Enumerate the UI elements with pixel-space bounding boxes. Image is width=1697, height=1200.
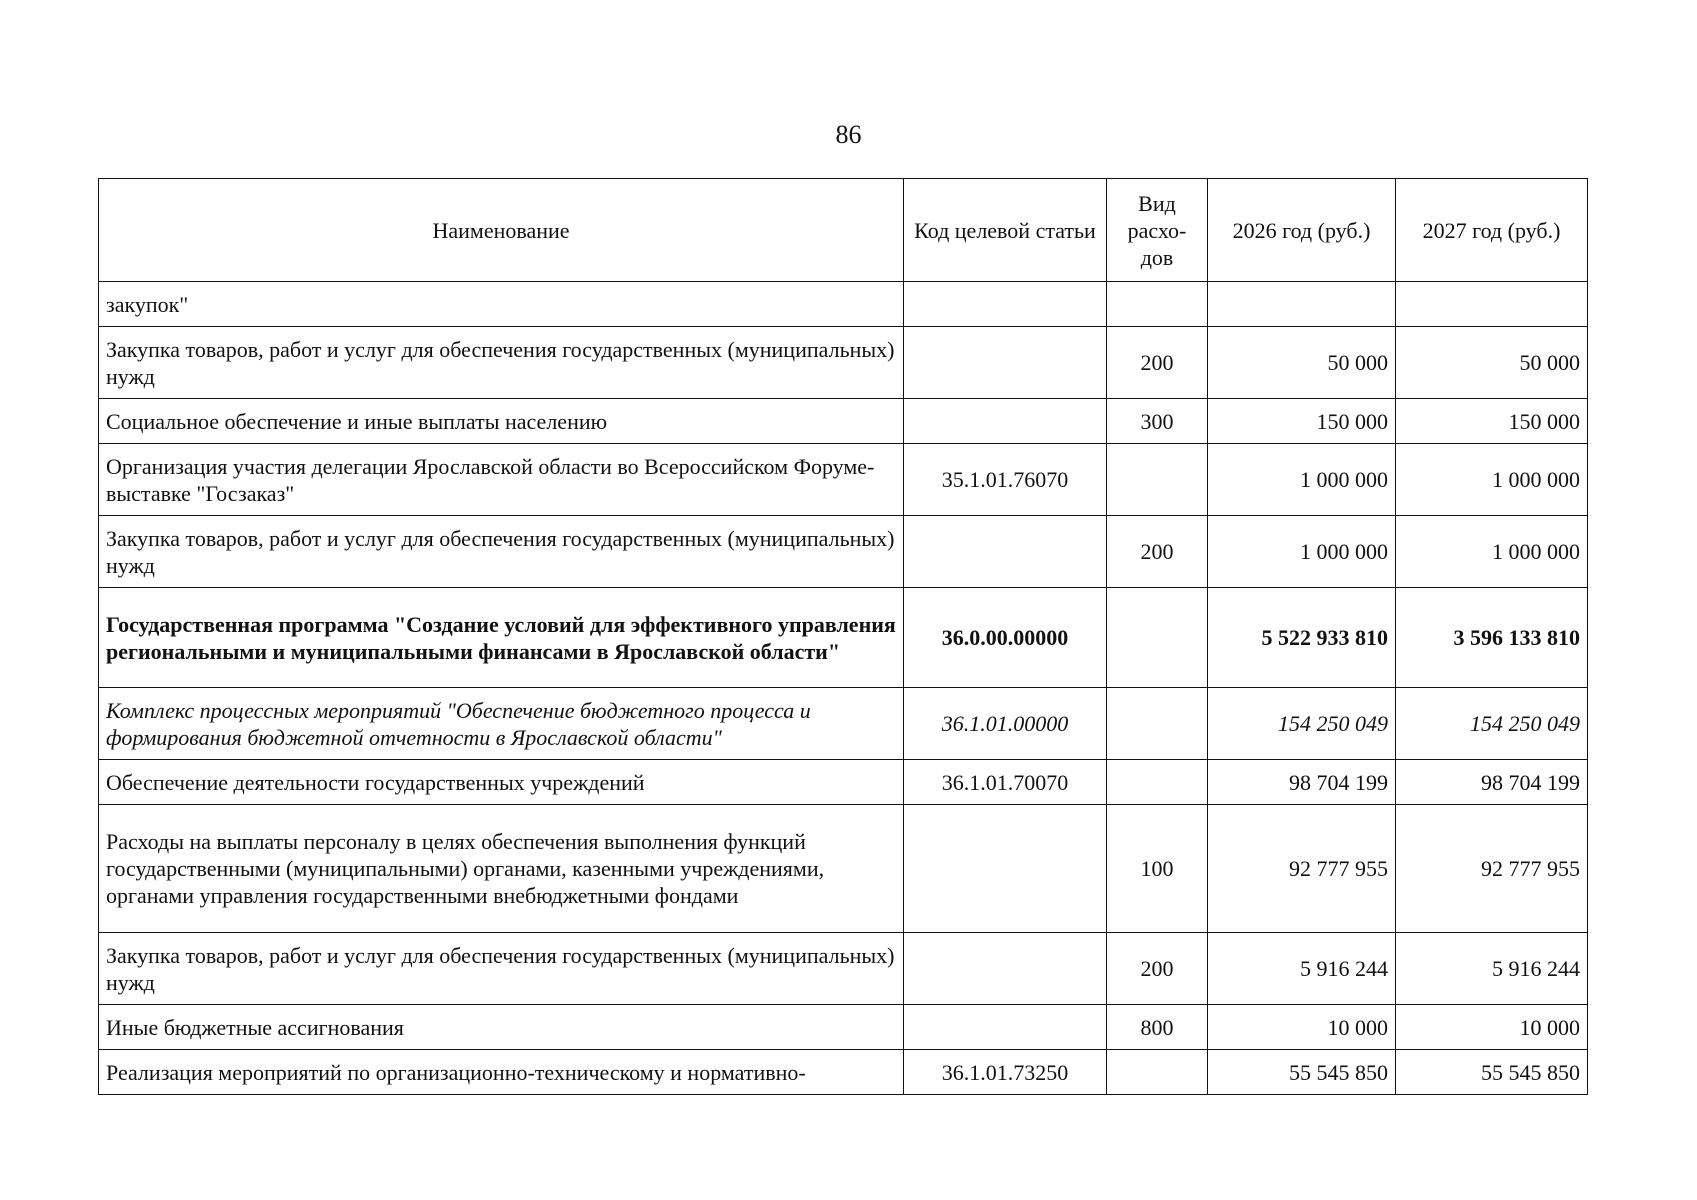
cell-kind: 300 [1107,399,1208,444]
cell-2027: 10 000 [1396,1005,1588,1050]
cell-code: 36.1.01.70070 [904,760,1107,805]
cell-code: 36.1.01.00000 [904,688,1107,760]
cell-code [904,516,1107,588]
table-row [99,805,1588,933]
table-row [99,1005,1588,1050]
table-row [99,760,1588,805]
table-row [99,516,1588,588]
cell-2027: 55 545 850 [1396,1050,1588,1095]
header-kind: Вид расхо-дов [1107,179,1208,282]
cell-kind: 200 [1107,933,1208,1005]
table-row [99,399,1588,444]
table-row [99,327,1588,399]
cell-2026 [1208,282,1396,327]
cell-name: Закупка товаров, работ и услуг для обеспечения государственных (муниципальных) нужд [99,327,904,399]
cell-code: 36.1.01.73250 [904,1050,1107,1095]
cell-name: Организация участия делегации Ярославской области во Всероссийском Форуме-выставке "Госзаказ" [99,444,904,516]
cell-code [904,933,1107,1005]
cell-name: Закупка товаров, работ и услуг для обеспечения государственных (муниципальных) нужд [99,516,904,588]
cell-kind [1107,444,1208,516]
budget-table [98,178,1588,1095]
cell-code: 36.0.00.00000 [904,588,1107,688]
cell-2027 [1396,282,1588,327]
cell-2027: 50 000 [1396,327,1588,399]
table-row [99,282,1588,327]
table-row [99,688,1588,760]
cell-code [904,399,1107,444]
cell-2027: 92 777 955 [1396,805,1588,933]
cell-2027: 154 250 049 [1396,688,1588,760]
cell-code [904,282,1107,327]
table-body [99,282,1588,1095]
cell-kind [1107,760,1208,805]
cell-name: Государственная программа "Создание условий для эффективного управления региональными и муниципальными финансами в Ярославской области" [99,588,904,688]
cell-kind: 100 [1107,805,1208,933]
cell-kind: 800 [1107,1005,1208,1050]
cell-code [904,1005,1107,1050]
header-year-2027: 2027 год (руб.) [1396,179,1588,282]
cell-name: закупок" [99,282,904,327]
cell-code: 35.1.01.76070 [904,444,1107,516]
cell-name: Расходы на выплаты персоналу в целях обеспечения выполнения функций государственными (муниципальными) органами, казенными учреждениями, органами управления государственными внебюджетными фондами [99,805,904,933]
cell-name: Иные бюджетные ассигнования [99,1005,904,1050]
cell-2026: 150 000 [1208,399,1396,444]
header-code: Код целевой статьи [904,179,1107,282]
header-name: Наименование [99,179,904,282]
cell-name: Социальное обеспечение и иные выплаты населению [99,399,904,444]
cell-2026: 5 522 933 810 [1208,588,1396,688]
cell-kind [1107,588,1208,688]
cell-2027: 5 916 244 [1396,933,1588,1005]
cell-kind [1107,282,1208,327]
cell-2026: 5 916 244 [1208,933,1396,1005]
table-row [99,1050,1588,1095]
header-year-2026: 2026 год (руб.) [1208,179,1396,282]
cell-name: Закупка товаров, работ и услуг для обеспечения государственных (муниципальных) нужд [99,933,904,1005]
cell-name: Комплекс процессных мероприятий "Обеспечение бюджетного процесса и формирования бюджетной отчетности в Ярославской области" [99,688,904,760]
cell-name: Реализация мероприятий по организационно-техническому и нормативно- [99,1050,904,1095]
cell-2026: 154 250 049 [1208,688,1396,760]
cell-2027: 1 000 000 [1396,444,1588,516]
table-row [99,933,1588,1005]
cell-kind [1107,1050,1208,1095]
table-row [99,588,1588,688]
cell-name: Обеспечение деятельности государственных учреждений [99,760,904,805]
cell-2026: 55 545 850 [1208,1050,1396,1095]
cell-2026: 50 000 [1208,327,1396,399]
cell-kind: 200 [1107,327,1208,399]
cell-2027: 1 000 000 [1396,516,1588,588]
table-row [99,444,1588,516]
cell-kind: 200 [1107,516,1208,588]
cell-2026: 92 777 955 [1208,805,1396,933]
cell-kind [1107,688,1208,760]
page-number: 86 [835,120,862,149]
cell-2026: 10 000 [1208,1005,1396,1050]
cell-2027: 3 596 133 810 [1396,588,1588,688]
cell-2026: 98 704 199 [1208,760,1396,805]
cell-2027: 150 000 [1396,399,1588,444]
cell-2027: 98 704 199 [1396,760,1588,805]
table-header-row [99,179,1588,282]
cell-2026: 1 000 000 [1208,444,1396,516]
cell-2026: 1 000 000 [1208,516,1396,588]
cell-code [904,805,1107,933]
cell-code [904,327,1107,399]
